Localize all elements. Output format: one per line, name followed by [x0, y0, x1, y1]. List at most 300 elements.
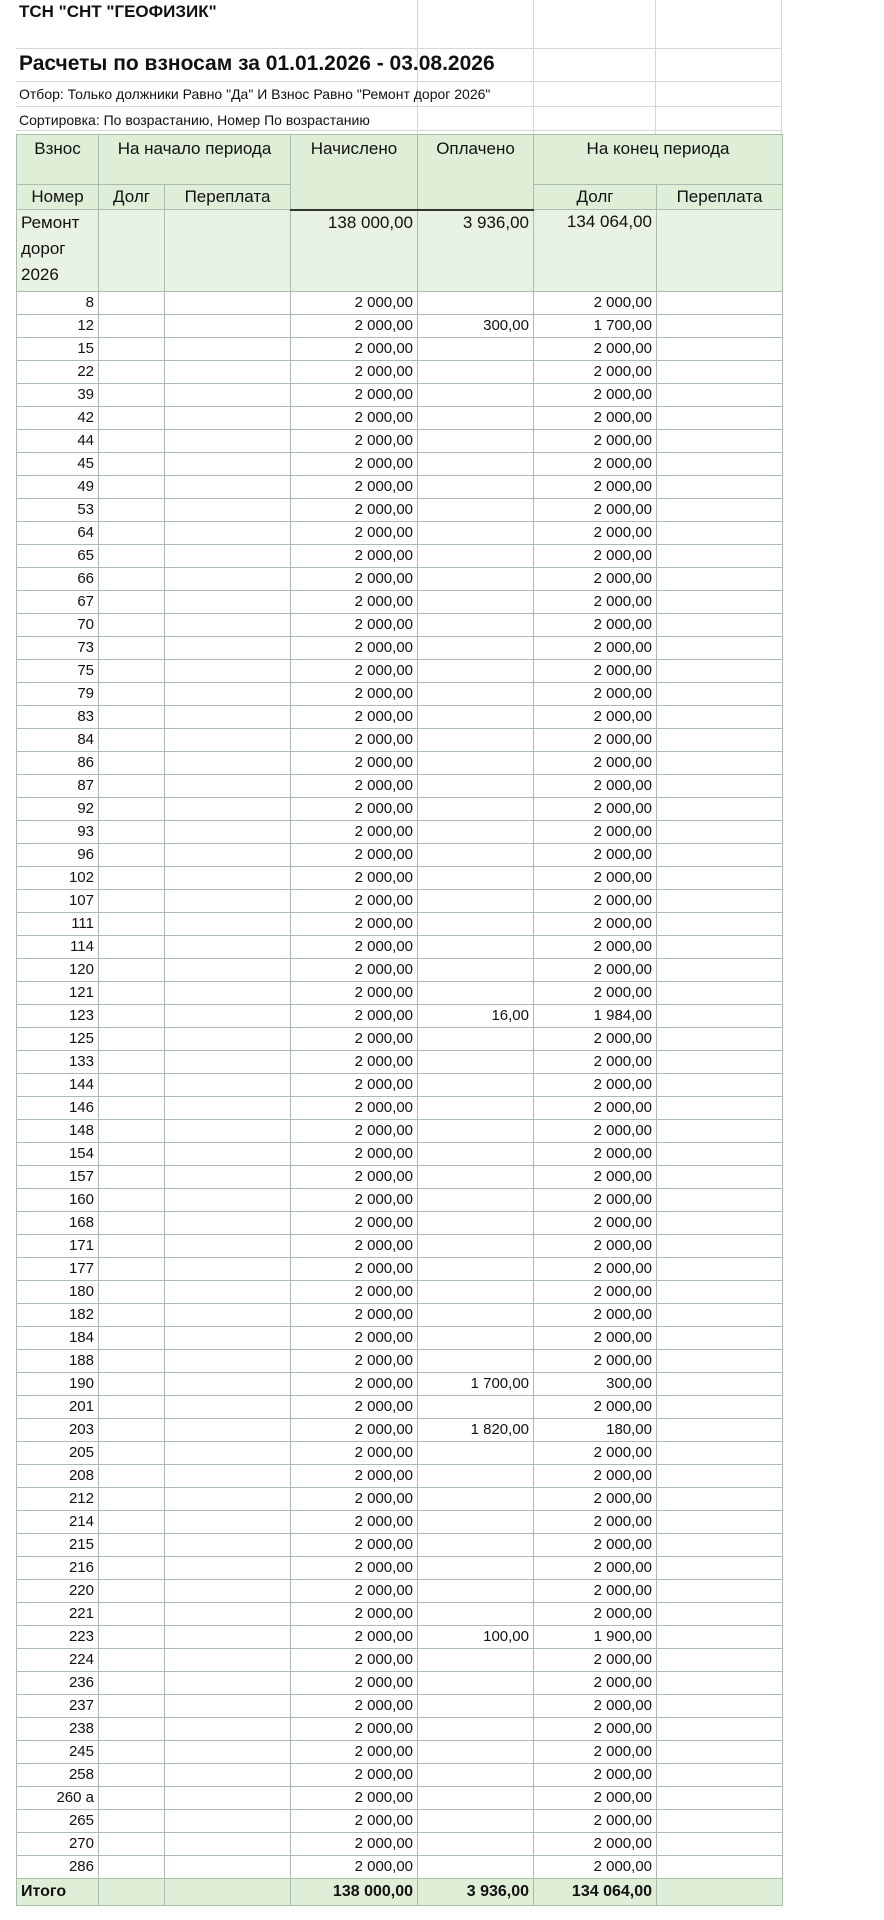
row-number: 154	[17, 1142, 99, 1165]
row-overpay-start	[165, 1487, 291, 1510]
row-accrued: 2 000,00	[291, 1211, 418, 1234]
header-overpay-start: Переплата	[165, 185, 291, 210]
row-debt-end: 2 000,00	[534, 429, 657, 452]
row-number: 102	[17, 866, 99, 889]
row-debt-start	[99, 1510, 165, 1533]
group-accrued: 138 000,00	[291, 210, 418, 292]
row-accrued: 2 000,00	[291, 1556, 418, 1579]
row-overpay-end	[657, 1510, 783, 1533]
row-debt-start	[99, 475, 165, 498]
row-debt-end: 2 000,00	[534, 567, 657, 590]
row-overpay-end	[657, 935, 783, 958]
row-debt-start	[99, 1349, 165, 1372]
row-overpay-end	[657, 1280, 783, 1303]
row-paid	[418, 912, 534, 935]
row-overpay-end	[657, 429, 783, 452]
row-debt-end: 300,00	[534, 1372, 657, 1395]
row-overpay-end	[657, 1694, 783, 1717]
row-debt-end: 2 000,00	[534, 1740, 657, 1763]
row-number: 286	[17, 1855, 99, 1878]
row-overpay-end	[657, 1717, 783, 1740]
row-overpay-start	[165, 1142, 291, 1165]
row-overpay-end	[657, 1441, 783, 1464]
row-overpay-start	[165, 475, 291, 498]
row-overpay-start	[165, 659, 291, 682]
row-paid	[418, 567, 534, 590]
group-paid: 3 936,00	[418, 210, 534, 292]
row-overpay-end	[657, 1119, 783, 1142]
row-debt-start	[99, 889, 165, 912]
row-overpay-end	[657, 1349, 783, 1372]
row-debt-start	[99, 1717, 165, 1740]
row-debt-start	[99, 1257, 165, 1280]
row-debt-end: 2 000,00	[534, 1234, 657, 1257]
row-overpay-start	[165, 383, 291, 406]
row-overpay-end	[657, 1579, 783, 1602]
row-debt-end: 2 000,00	[534, 1556, 657, 1579]
row-overpay-start	[165, 1786, 291, 1809]
row-debt-start	[99, 797, 165, 820]
table-row	[17, 1648, 783, 1671]
header-debt-end: Долг	[534, 185, 657, 210]
row-overpay-start	[165, 590, 291, 613]
row-debt-start	[99, 1142, 165, 1165]
row-overpay-start	[165, 314, 291, 337]
row-overpay-end	[657, 1073, 783, 1096]
header-start-period: На начало периода	[99, 135, 291, 185]
row-paid	[418, 705, 534, 728]
table-row	[17, 1441, 783, 1464]
row-overpay-end	[657, 590, 783, 613]
row-debt-start	[99, 705, 165, 728]
row-paid	[418, 1027, 534, 1050]
row-paid	[418, 452, 534, 475]
row-debt-start	[99, 590, 165, 613]
row-overpay-start	[165, 1280, 291, 1303]
row-overpay-start	[165, 1740, 291, 1763]
row-number: 258	[17, 1763, 99, 1786]
row-debt-end: 2 000,00	[534, 1142, 657, 1165]
row-overpay-end	[657, 1395, 783, 1418]
row-overpay-start	[165, 1188, 291, 1211]
row-overpay-start	[165, 682, 291, 705]
table-row	[17, 935, 783, 958]
row-accrued: 2 000,00	[291, 1832, 418, 1855]
row-accrued: 2 000,00	[291, 1717, 418, 1740]
row-debt-end: 2 000,00	[534, 843, 657, 866]
row-overpay-start	[165, 636, 291, 659]
table-row	[17, 452, 783, 475]
row-paid	[418, 774, 534, 797]
row-debt-end: 2 000,00	[534, 1694, 657, 1717]
row-debt-start	[99, 866, 165, 889]
row-debt-end: 2 000,00	[534, 1395, 657, 1418]
row-overpay-start	[165, 613, 291, 636]
row-overpay-start	[165, 1027, 291, 1050]
row-number: 66	[17, 567, 99, 590]
header-row-1	[17, 135, 783, 185]
row-paid	[418, 1648, 534, 1671]
table-row	[17, 567, 783, 590]
row-overpay-start	[165, 1257, 291, 1280]
table-row	[17, 682, 783, 705]
row-overpay-end	[657, 1188, 783, 1211]
row-accrued: 2 000,00	[291, 1855, 418, 1878]
group-debt-start	[99, 210, 165, 292]
row-overpay-start	[165, 774, 291, 797]
row-overpay-end	[657, 1418, 783, 1441]
row-accrued: 2 000,00	[291, 1234, 418, 1257]
row-overpay-start	[165, 1326, 291, 1349]
row-debt-end: 2 000,00	[534, 705, 657, 728]
payments-table	[16, 134, 783, 1906]
row-accrued: 2 000,00	[291, 774, 418, 797]
row-overpay-end	[657, 1556, 783, 1579]
row-paid	[418, 981, 534, 1004]
row-number: 224	[17, 1648, 99, 1671]
table-row	[17, 1740, 783, 1763]
table-row	[17, 1142, 783, 1165]
row-overpay-end	[657, 1303, 783, 1326]
row-debt-start	[99, 958, 165, 981]
row-overpay-start	[165, 452, 291, 475]
header-paid: Оплачено	[418, 135, 534, 210]
total-overpay-end	[657, 1878, 783, 1905]
row-debt-start	[99, 1625, 165, 1648]
row-debt-start	[99, 1165, 165, 1188]
row-number: 67	[17, 590, 99, 613]
table-row	[17, 291, 783, 314]
row-accrued: 2 000,00	[291, 659, 418, 682]
table-row	[17, 1073, 783, 1096]
row-overpay-end	[657, 1625, 783, 1648]
row-paid: 1 700,00	[418, 1372, 534, 1395]
row-debt-start	[99, 1579, 165, 1602]
row-debt-end: 2 000,00	[534, 590, 657, 613]
row-accrued: 2 000,00	[291, 475, 418, 498]
row-paid	[418, 1717, 534, 1740]
row-paid	[418, 1832, 534, 1855]
row-debt-start	[99, 1418, 165, 1441]
group-name: Ремонт дорог 2026	[17, 210, 99, 292]
row-overpay-start	[165, 1441, 291, 1464]
grid-line	[16, 48, 782, 49]
header-overpay-end: Переплата	[657, 185, 783, 210]
row-overpay-end	[657, 1648, 783, 1671]
row-overpay-start	[165, 406, 291, 429]
row-number: 87	[17, 774, 99, 797]
row-overpay-end	[657, 1004, 783, 1027]
row-number: 22	[17, 360, 99, 383]
row-paid	[418, 1188, 534, 1211]
row-overpay-start	[165, 291, 291, 314]
row-overpay-start	[165, 1119, 291, 1142]
row-debt-start	[99, 1441, 165, 1464]
table-row	[17, 1717, 783, 1740]
row-overpay-start	[165, 981, 291, 1004]
row-number: 93	[17, 820, 99, 843]
row-overpay-start	[165, 1694, 291, 1717]
row-debt-start	[99, 820, 165, 843]
row-debt-end: 2 000,00	[534, 1073, 657, 1096]
row-debt-start	[99, 1671, 165, 1694]
table-row	[17, 1671, 783, 1694]
row-number: 238	[17, 1717, 99, 1740]
row-debt-end: 2 000,00	[534, 797, 657, 820]
row-accrued: 2 000,00	[291, 544, 418, 567]
row-debt-end: 2 000,00	[534, 751, 657, 774]
row-overpay-end	[657, 475, 783, 498]
row-number: 44	[17, 429, 99, 452]
row-number: 221	[17, 1602, 99, 1625]
row-overpay-end	[657, 636, 783, 659]
row-overpay-start	[165, 1763, 291, 1786]
row-paid: 16,00	[418, 1004, 534, 1027]
row-number: 146	[17, 1096, 99, 1119]
row-debt-end: 1 700,00	[534, 314, 657, 337]
row-number: 120	[17, 958, 99, 981]
row-overpay-start	[165, 337, 291, 360]
row-overpay-end	[657, 337, 783, 360]
row-accrued: 2 000,00	[291, 1763, 418, 1786]
row-overpay-start	[165, 1556, 291, 1579]
table-row	[17, 1050, 783, 1073]
row-debt-end: 2 000,00	[534, 1533, 657, 1556]
row-accrued: 2 000,00	[291, 1625, 418, 1648]
row-number: 121	[17, 981, 99, 1004]
row-debt-end: 2 000,00	[534, 291, 657, 314]
table-row	[17, 498, 783, 521]
row-paid	[418, 590, 534, 613]
row-accrued: 2 000,00	[291, 981, 418, 1004]
row-number: 73	[17, 636, 99, 659]
row-overpay-end	[657, 544, 783, 567]
table-row	[17, 774, 783, 797]
row-paid: 1 820,00	[418, 1418, 534, 1441]
row-paid	[418, 843, 534, 866]
row-paid	[418, 1763, 534, 1786]
row-accrued: 2 000,00	[291, 1257, 418, 1280]
total-debt-end: 134 064,00	[534, 1878, 657, 1905]
table-row	[17, 1556, 783, 1579]
row-overpay-start	[165, 1717, 291, 1740]
row-number: 184	[17, 1326, 99, 1349]
row-accrued: 2 000,00	[291, 1280, 418, 1303]
row-debt-start	[99, 1211, 165, 1234]
row-paid	[418, 544, 534, 567]
row-paid	[418, 866, 534, 889]
row-number: 188	[17, 1349, 99, 1372]
row-overpay-end	[657, 452, 783, 475]
row-paid	[418, 1487, 534, 1510]
row-number: 220	[17, 1579, 99, 1602]
header-end-period: На конец периода	[534, 135, 783, 185]
table-row	[17, 981, 783, 1004]
row-debt-end: 180,00	[534, 1418, 657, 1441]
organization-name: ТСН "СНТ "ГЕОФИЗИК"	[19, 2, 217, 21]
row-debt-start	[99, 1832, 165, 1855]
row-number: 177	[17, 1257, 99, 1280]
row-debt-end: 2 000,00	[534, 1096, 657, 1119]
row-paid	[418, 1050, 534, 1073]
row-debt-start	[99, 1050, 165, 1073]
row-overpay-end	[657, 958, 783, 981]
row-accrued: 2 000,00	[291, 613, 418, 636]
row-debt-start	[99, 1809, 165, 1832]
group-row	[17, 210, 783, 292]
row-accrued: 2 000,00	[291, 797, 418, 820]
row-accrued: 2 000,00	[291, 820, 418, 843]
row-accrued: 2 000,00	[291, 843, 418, 866]
row-paid	[418, 1694, 534, 1717]
table-row	[17, 1625, 783, 1648]
row-debt-start	[99, 1786, 165, 1809]
grid-line	[781, 0, 782, 134]
table-row	[17, 820, 783, 843]
table-row	[17, 1257, 783, 1280]
row-paid	[418, 429, 534, 452]
row-number: 223	[17, 1625, 99, 1648]
table-row	[17, 521, 783, 544]
row-debt-end: 2 000,00	[534, 1648, 657, 1671]
row-paid	[418, 360, 534, 383]
table-row	[17, 1234, 783, 1257]
row-overpay-start	[165, 1533, 291, 1556]
table-row	[17, 797, 783, 820]
row-debt-start	[99, 1372, 165, 1395]
row-debt-start	[99, 935, 165, 958]
row-number: 12	[17, 314, 99, 337]
row-number: 201	[17, 1395, 99, 1418]
row-overpay-start	[165, 728, 291, 751]
table-row	[17, 1004, 783, 1027]
row-debt-start	[99, 1556, 165, 1579]
row-overpay-end	[657, 1602, 783, 1625]
table-row	[17, 866, 783, 889]
row-debt-end: 2 000,00	[534, 1832, 657, 1855]
row-overpay-end	[657, 383, 783, 406]
table-row	[17, 1096, 783, 1119]
row-number: 107	[17, 889, 99, 912]
row-debt-end: 2 000,00	[534, 1441, 657, 1464]
table-row	[17, 1786, 783, 1809]
row-overpay-end	[657, 1142, 783, 1165]
row-overpay-end	[657, 1832, 783, 1855]
row-number: 260 а	[17, 1786, 99, 1809]
row-overpay-end	[657, 728, 783, 751]
row-debt-start	[99, 774, 165, 797]
row-overpay-start	[165, 498, 291, 521]
row-debt-end: 2 000,00	[534, 1165, 657, 1188]
table-row	[17, 843, 783, 866]
row-accrued: 2 000,00	[291, 1671, 418, 1694]
row-debt-end: 2 000,00	[534, 452, 657, 475]
grid-line	[16, 130, 782, 131]
row-accrued: 2 000,00	[291, 590, 418, 613]
row-paid	[418, 1556, 534, 1579]
row-overpay-start	[165, 958, 291, 981]
row-accrued: 2 000,00	[291, 1602, 418, 1625]
total-debt-start	[99, 1878, 165, 1905]
row-paid	[418, 1533, 534, 1556]
row-debt-start	[99, 1027, 165, 1050]
row-paid	[418, 1165, 534, 1188]
row-overpay-start	[165, 1648, 291, 1671]
row-accrued: 2 000,00	[291, 1487, 418, 1510]
row-paid	[418, 1579, 534, 1602]
row-paid	[418, 935, 534, 958]
row-paid	[418, 682, 534, 705]
row-overpay-end	[657, 682, 783, 705]
row-paid	[418, 337, 534, 360]
group-debt-end: 134 064,00	[534, 210, 657, 292]
row-debt-end: 2 000,00	[534, 1510, 657, 1533]
row-debt-start	[99, 337, 165, 360]
row-debt-start	[99, 291, 165, 314]
row-overpay-start	[165, 567, 291, 590]
row-debt-end: 2 000,00	[534, 1211, 657, 1234]
table-row	[17, 1694, 783, 1717]
row-debt-start	[99, 1119, 165, 1142]
row-debt-end: 2 000,00	[534, 383, 657, 406]
row-debt-end: 2 000,00	[534, 728, 657, 751]
row-debt-start	[99, 383, 165, 406]
row-debt-end: 2 000,00	[534, 1464, 657, 1487]
row-debt-start	[99, 1740, 165, 1763]
row-number: 148	[17, 1119, 99, 1142]
row-number: 171	[17, 1234, 99, 1257]
table-row	[17, 728, 783, 751]
row-debt-start	[99, 1533, 165, 1556]
row-accrued: 2 000,00	[291, 728, 418, 751]
row-number: 236	[17, 1671, 99, 1694]
row-debt-end: 2 000,00	[534, 521, 657, 544]
table-row	[17, 475, 783, 498]
row-paid	[418, 1464, 534, 1487]
row-debt-start	[99, 613, 165, 636]
row-overpay-start	[165, 1349, 291, 1372]
row-paid	[418, 1395, 534, 1418]
total-row	[17, 1878, 783, 1905]
table-row	[17, 1533, 783, 1556]
row-number: 96	[17, 843, 99, 866]
row-overpay-end	[657, 843, 783, 866]
row-paid	[418, 1349, 534, 1372]
row-overpay-start	[165, 1602, 291, 1625]
filter-text: Отбор: Только должники Равно "Да" И Взнос Равно "Ремонт дорог 2026"	[19, 86, 491, 102]
row-debt-start	[99, 728, 165, 751]
row-debt-end: 2 000,00	[534, 1763, 657, 1786]
table-row	[17, 1395, 783, 1418]
row-number: 45	[17, 452, 99, 475]
table-row	[17, 1027, 783, 1050]
row-overpay-start	[165, 1165, 291, 1188]
row-accrued: 2 000,00	[291, 1303, 418, 1326]
row-accrued: 2 000,00	[291, 498, 418, 521]
row-number: 79	[17, 682, 99, 705]
row-overpay-end	[657, 1855, 783, 1878]
row-debt-end: 2 000,00	[534, 613, 657, 636]
row-debt-end: 1 984,00	[534, 1004, 657, 1027]
table-row	[17, 1579, 783, 1602]
row-accrued: 2 000,00	[291, 1372, 418, 1395]
row-number: 39	[17, 383, 99, 406]
row-accrued: 2 000,00	[291, 1533, 418, 1556]
row-debt-end: 2 000,00	[534, 475, 657, 498]
row-accrued: 2 000,00	[291, 360, 418, 383]
row-debt-start	[99, 314, 165, 337]
row-overpay-end	[657, 1487, 783, 1510]
